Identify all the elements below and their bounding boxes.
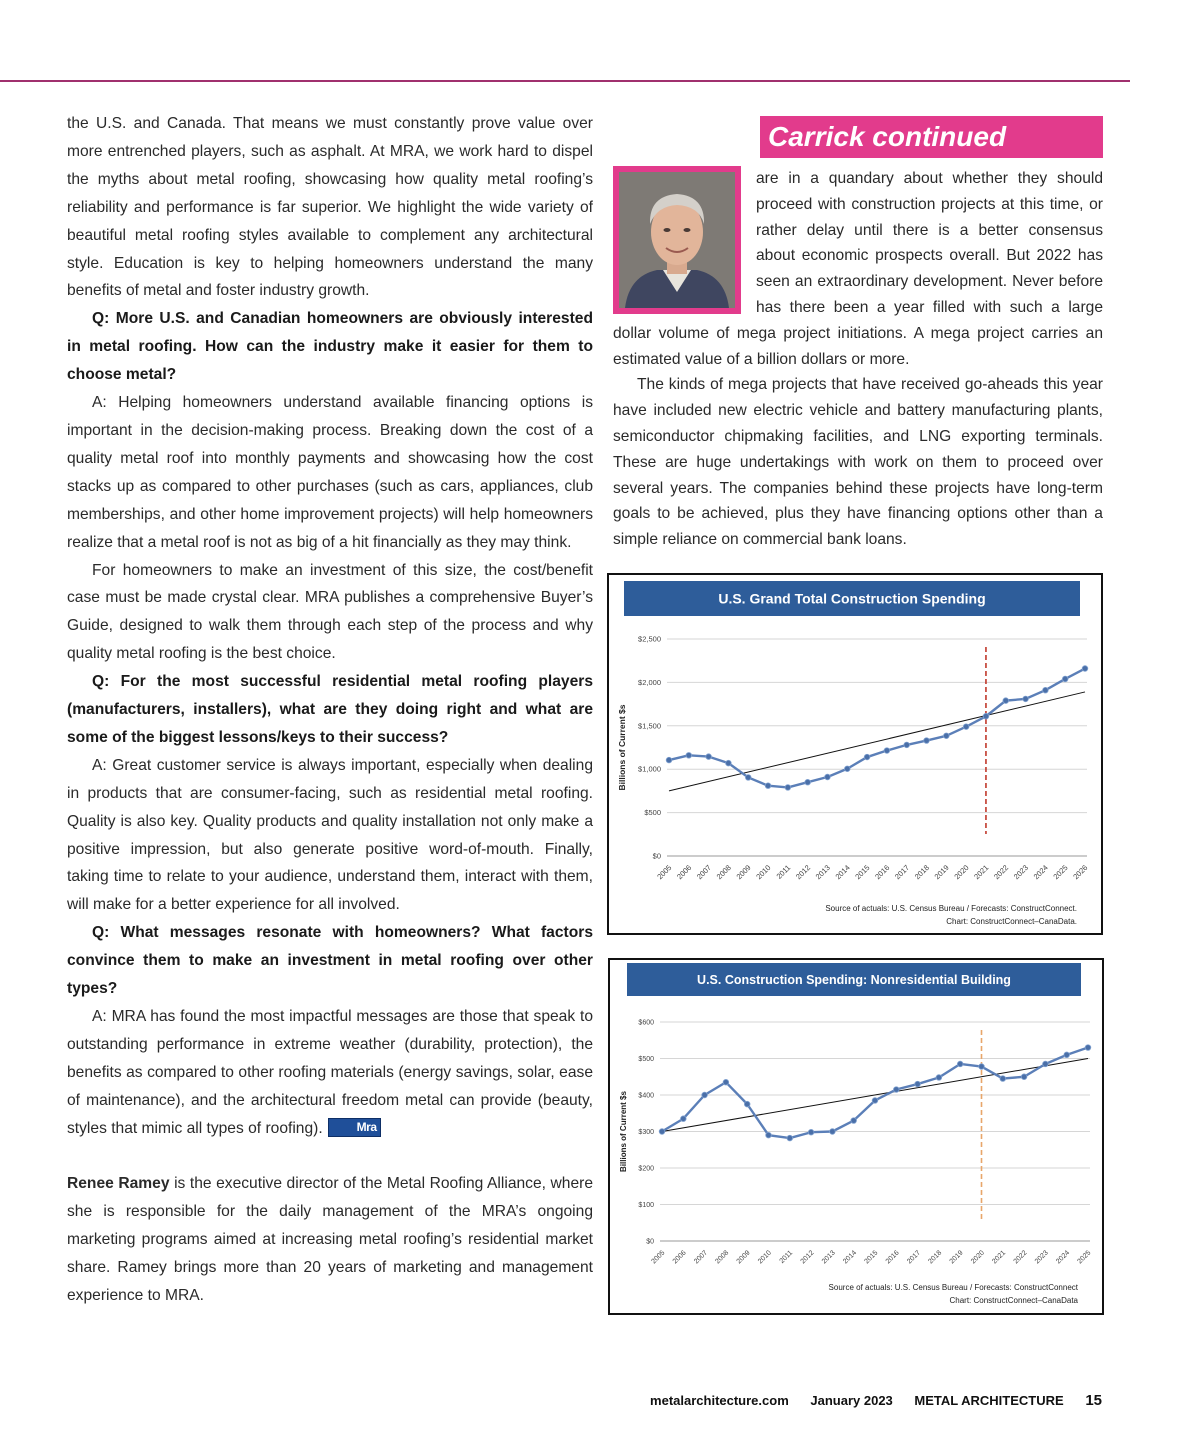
x-tick-label: 2010 xyxy=(756,1249,773,1266)
data-point xyxy=(787,1135,793,1141)
x-tick-label: 2015 xyxy=(853,863,872,882)
answer xyxy=(67,1003,593,1143)
data-point xyxy=(936,1075,942,1081)
data-point xyxy=(702,1092,708,1098)
data-point xyxy=(983,713,989,719)
x-tick-label: 2012 xyxy=(799,1249,816,1266)
right-column xyxy=(613,116,1103,553)
mra-end-mark-icon: Mra xyxy=(328,1118,381,1137)
x-tick-label: 2015 xyxy=(863,1249,880,1266)
author-name: Renee Ramey xyxy=(67,1175,170,1193)
data-point xyxy=(659,1129,665,1135)
data-point xyxy=(1003,698,1009,704)
x-tick-label: 2020 xyxy=(952,863,971,882)
series-line xyxy=(662,1048,1088,1139)
x-tick-label: 2018 xyxy=(927,1249,944,1266)
paragraph: the U.S. and Canada. That means we must constantly prove value over more entrenched players, such as asphalt. At MRA, we work hard to dispel the myths about metal roofing, showcasing how quality metal roofing’s reliability and performance is far superior. We highlight the wide variety of beautiful metal roofing styles available to complement any architectural style. Education is key to helping homeowners understand the many benefits of metal and foster industry growth. xyxy=(67,115,593,300)
data-point xyxy=(904,742,910,748)
data-point xyxy=(808,1129,814,1135)
x-tick-label: 2023 xyxy=(1033,1249,1050,1266)
x-tick-label: 2013 xyxy=(820,1249,837,1266)
question: Q: For the most successful residential metal roofing players (manufacturers, installers), what are they doing right and what are some of the biggest lessons/keys to their success? xyxy=(67,673,593,746)
x-tick-label: 2005 xyxy=(650,1249,667,1266)
x-tick-label: 2006 xyxy=(675,863,694,882)
chart-total-construction xyxy=(607,573,1103,935)
x-tick-label: 2008 xyxy=(714,1249,731,1266)
x-tick-label: 2008 xyxy=(714,863,733,882)
question: Q: What messages resonate with homeowners? What factors convince them to make an investment in metal roofing over other types? xyxy=(67,924,593,998)
data-point xyxy=(744,1101,750,1107)
data-point xyxy=(844,766,850,772)
data-point xyxy=(745,775,751,781)
data-point xyxy=(894,1087,900,1093)
data-point xyxy=(1000,1076,1006,1082)
portrait-image xyxy=(619,172,735,308)
x-tick-label: 2018 xyxy=(912,863,931,882)
x-tick-label: 2005 xyxy=(655,863,674,882)
page-number: 15 xyxy=(1085,1392,1102,1409)
y-tick-label: $2,000 xyxy=(638,677,661,687)
author-bio-text: is the executive director of the Metal Roofing Alliance, where she is responsible for the daily management of the MRA’s ongoing marketing programs aimed at increasing metal roofing’s residential market share. Ramey brings more than 20 years of marketing and management experience to MRA. xyxy=(67,1175,593,1305)
data-point xyxy=(1021,1074,1027,1080)
x-tick-label: 2017 xyxy=(906,1249,923,1266)
x-tick-label: 2025 xyxy=(1051,863,1070,882)
x-tick-label: 2006 xyxy=(671,1249,688,1266)
data-point xyxy=(766,1132,772,1138)
chart-svg xyxy=(609,575,1101,933)
data-point xyxy=(805,779,811,785)
data-point xyxy=(1062,676,1068,682)
paragraph: The kinds of mega projects that have received go-aheads this year have included new electric vehicle and battery manufacturing plants, semiconductor chipmaking facilities, and LNG exporting terminals. These are huge undertakings with work on them to proceed over several years. The companies behind these projects have long-term goals to be achieved, plus they have financing options other than a simple reliance on commercial bank loans. xyxy=(613,376,1103,549)
data-point xyxy=(957,1061,963,1067)
data-point xyxy=(1082,666,1088,672)
page-footer xyxy=(632,1392,1102,1409)
x-tick-label: 2011 xyxy=(774,863,793,881)
x-tick-label: 2020 xyxy=(969,1249,986,1266)
data-point xyxy=(825,774,831,780)
x-tick-label: 2009 xyxy=(735,1249,752,1266)
y-tick-label: $0 xyxy=(646,1238,654,1246)
chart-source: Source of actuals: U.S. Census Bureau / Forecasts: ConstructConnect. xyxy=(825,904,1077,913)
answer: A: Helping homeowners understand available financing options is important in the decision-making process. Breaking down the cost of a quality metal roof into monthly payments and showcasing how the cost stacks up as compared to other purchases (such as cars, appliances, club memberships, and other home improvement projects) will help homeowners realize that a metal roof is not as big of a hit financially as they may think. xyxy=(67,394,593,551)
chart-credit: Chart: ConstructConnect–CanaData xyxy=(949,1296,1078,1305)
right-text xyxy=(613,116,1103,553)
data-point xyxy=(944,733,950,739)
footer-date: January 2023 xyxy=(810,1393,893,1408)
data-point xyxy=(686,753,692,759)
y-tick-label: $0 xyxy=(652,851,661,861)
data-point xyxy=(1043,1061,1049,1067)
x-tick-label: 2009 xyxy=(734,863,753,882)
data-point xyxy=(915,1081,921,1087)
x-tick-label: 2024 xyxy=(1031,863,1050,882)
chart-svg xyxy=(610,960,1102,1313)
x-tick-label: 2023 xyxy=(1011,863,1030,882)
footer-magazine: METAL ARCHITECTURE xyxy=(914,1393,1064,1408)
x-tick-label: 2017 xyxy=(892,863,912,882)
y-axis-label: Billions of Current $s xyxy=(617,704,627,791)
data-point xyxy=(1085,1045,1091,1051)
x-tick-label: 2007 xyxy=(694,863,714,882)
y-tick-label: $100 xyxy=(638,1202,654,1209)
x-tick-label: 2022 xyxy=(1012,1249,1029,1266)
answer-text: A: MRA has found the most impactful messages are those that speak to outstanding performance in extreme weather (durability, protection), the benefits as compared to other roofing materials (energy savings, solar, ease of maintenance), and the architectural freedom metal can provide (beauty, styles that mimic all types of roofing). xyxy=(67,1008,593,1137)
data-point xyxy=(706,754,712,760)
data-point xyxy=(884,748,890,754)
y-tick-label: $500 xyxy=(638,1056,654,1063)
data-point xyxy=(851,1118,857,1124)
data-point xyxy=(963,724,969,730)
x-tick-label: 2013 xyxy=(813,863,832,882)
data-point xyxy=(872,1098,878,1104)
x-tick-label: 2011 xyxy=(778,1249,795,1266)
data-point xyxy=(765,783,771,789)
x-tick-label: 2007 xyxy=(693,1249,710,1266)
y-tick-label: $600 xyxy=(638,1019,654,1027)
chart-nonresidential xyxy=(608,958,1104,1315)
data-point xyxy=(979,1064,985,1070)
answer: For homeowners to make an investment of this size, the cost/benefit case must be made crystal clear. MRA publishes a comprehensive Buyer’s Guide, designed to walk them through each step of the process and why quality metal roofing is the best choice. xyxy=(67,561,593,663)
trend-line xyxy=(669,692,1085,791)
x-tick-label: 2019 xyxy=(948,1249,965,1266)
author-bio xyxy=(67,1170,593,1310)
footer-site: metalarchitecture.com xyxy=(650,1393,789,1408)
paragraph: are in a quandary about whether they should proceed with construction projects at this time, or rather delay until there is a better consensus about economic prospects overall. But 2022 has seen an extraordinary development. Never before has there been a year filled with such a large dollar volume of mega project initiations. A mega project carries an estimated value of a billion dollars or more. xyxy=(613,170,1103,368)
chart-credit: Chart: ConstructConnect–CanaData. xyxy=(946,917,1077,926)
y-tick-label: $1,000 xyxy=(638,764,661,774)
x-tick-label: 2022 xyxy=(992,863,1011,882)
x-tick-label: 2026 xyxy=(1071,863,1090,882)
y-tick-label: $400 xyxy=(638,1092,654,1100)
left-column xyxy=(67,110,593,1310)
data-point xyxy=(1043,687,1049,693)
x-tick-label: 2021 xyxy=(972,863,991,882)
y-tick-label: $500 xyxy=(644,808,661,818)
data-point xyxy=(1064,1052,1070,1058)
x-tick-label: 2014 xyxy=(842,1249,859,1266)
data-point xyxy=(666,757,672,763)
author-photo xyxy=(613,166,741,314)
section-banner: Carrick continued xyxy=(760,116,1103,158)
x-tick-label: 2012 xyxy=(793,863,813,882)
x-tick-label: 2021 xyxy=(991,1249,1008,1266)
chart-source: Source of actuals: U.S. Census Bureau / Forecasts: ConstructConnect xyxy=(828,1283,1078,1292)
x-tick-label: 2014 xyxy=(833,863,852,882)
data-point xyxy=(726,760,732,766)
x-tick-label: 2025 xyxy=(1076,1249,1093,1266)
answer: A: Great customer service is always important, especially when dealing in products that are consumer-facing, such as residential metal roofing. Quality is also key. Quality products and quality installation not only make a positive impression, but also generate positive word-of-mouth. Finally, taking time to relate to your audience, understand them, interact with them, will make for a better experience for all involved. xyxy=(67,756,593,914)
x-tick-label: 2010 xyxy=(754,863,773,882)
top-rule xyxy=(0,80,1130,82)
data-point xyxy=(924,738,930,744)
data-point xyxy=(830,1129,836,1135)
data-point xyxy=(864,754,870,760)
x-tick-label: 2016 xyxy=(873,863,892,882)
y-tick-label: $2,500 xyxy=(638,634,661,644)
data-point xyxy=(1023,696,1029,702)
x-tick-label: 2016 xyxy=(884,1249,901,1266)
chart-title: U.S. Grand Total Construction Spending xyxy=(718,590,986,607)
data-point xyxy=(785,785,791,791)
data-point xyxy=(681,1116,687,1122)
y-tick-label: $200 xyxy=(638,1165,654,1173)
y-tick-label: $300 xyxy=(638,1129,654,1136)
x-tick-label: 2024 xyxy=(1055,1249,1072,1266)
y-tick-label: $1,500 xyxy=(638,721,661,731)
y-axis-label: Billions of Current $s xyxy=(619,1091,628,1172)
question: Q: More U.S. and Canadian homeowners are obviously interested in metal roofing. How can the industry make it easier for them to choose metal? xyxy=(67,310,593,384)
x-tick-label: 2019 xyxy=(932,863,951,882)
chart-title: U.S. Construction Spending: Nonresidential Building xyxy=(697,973,1011,987)
data-point xyxy=(723,1079,729,1085)
